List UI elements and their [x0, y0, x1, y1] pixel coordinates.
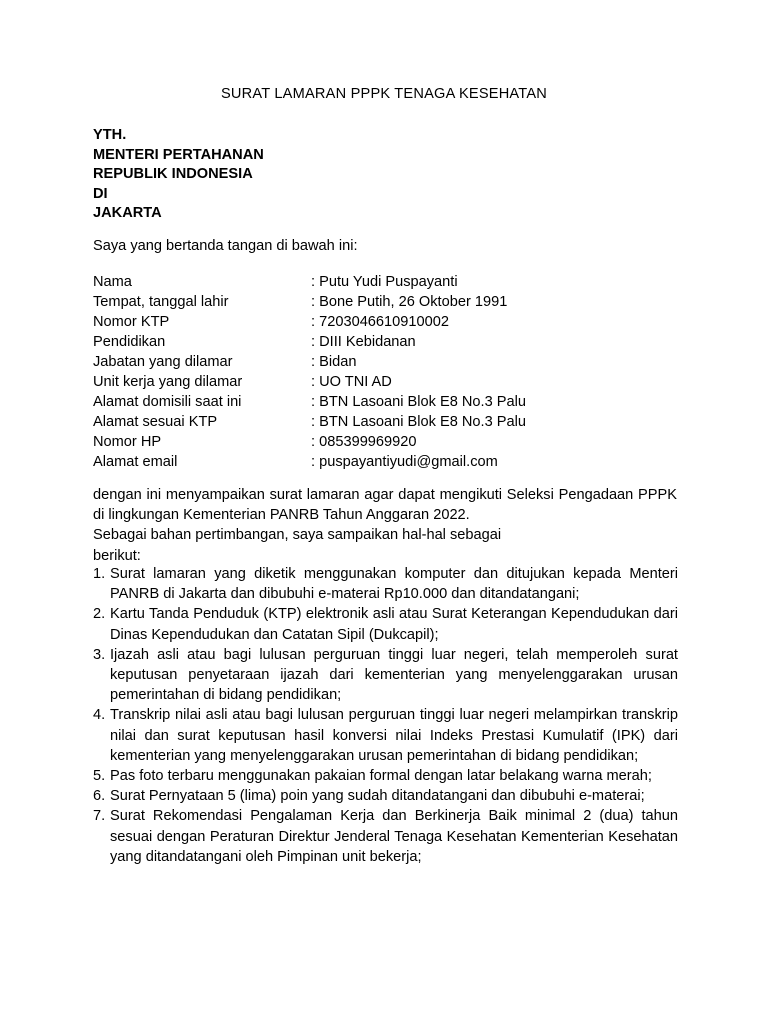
- body-paragraphs: [93, 485, 677, 566]
- field-value: : UO TNI AD: [311, 374, 392, 390]
- list-item-text: Ijazah asli atau bagi lulusan perguruan tinggi luar negeri, telah memperoleh surat keputusan penyetaraan ijazah dari kementerian yang menyelenggarakan urusan pemerintahan di bidang pendidikan;: [110, 646, 678, 704]
- list-item-text: Surat lamaran yang diketik menggunakan komputer dan ditujukan kepada Menteri PANRB di Jakarta dan dibubuhi e-materai Rp10.000 dan ditandatangani;: [110, 566, 678, 603]
- list-item-text: Kartu Tanda Penduduk (KTP) elektronik asli atau Surat Keterangan Kependudukan dari Dinas Kependudukan dan Catatan Sipil (Dukcapil);: [110, 606, 678, 643]
- field-row: [93, 392, 526, 412]
- list-item: [93, 645, 678, 706]
- field-value: : Bone Putih, 26 Oktober 1991: [311, 294, 508, 310]
- list-item-number: 7.: [93, 808, 106, 825]
- field-value: : BTN Lasoani Blok E8 No.3 Palu: [311, 394, 526, 410]
- field-label: Nama: [93, 274, 132, 290]
- field-label: Nomor HP: [93, 434, 162, 450]
- addressee-line: JAKARTA: [93, 205, 162, 222]
- body-paragraph: berikut:: [93, 547, 141, 564]
- list-item-text: Pas foto terbaru menggunakan pakaian formal dengan latar belakang warna merah;: [110, 768, 652, 785]
- addressee-block: [93, 126, 264, 224]
- field-value: : Bidan: [311, 354, 357, 370]
- field-row: [93, 332, 526, 352]
- field-label: Nomor KTP: [93, 314, 170, 330]
- list-item-text: Surat Pernyataan 5 (lima) poin yang sudah ditandatangani dan dibubuhi e-materai;: [110, 788, 645, 805]
- list-item-text: Transkrip nilai asli atau bagi lulusan perguruan tinggi luar negeri melampirkan transkrip nilai dan surat keputusan hasil konversi nilai Indeks Prestasi Kumulatif (IPK) dari kementerian yang menyelenggarakan urusan pemerintahan di bidang pendidikan;: [110, 707, 678, 764]
- field-label: Unit kerja yang dilamar: [93, 374, 243, 390]
- field-row: [93, 412, 526, 432]
- list-item-number: 1.: [93, 566, 106, 582]
- list-item: [93, 766, 678, 786]
- body-paragraph: Sebagai bahan pertimbangan, saya sampaikan hal-hal sebagai: [93, 527, 502, 544]
- field-value: : 085399969920: [311, 434, 417, 450]
- list-item-number: 3.: [93, 646, 106, 663]
- field-row: [93, 372, 526, 392]
- list-item-number: 4.: [93, 707, 106, 724]
- list-item: [93, 806, 678, 867]
- list-item-number: 2.: [93, 606, 106, 623]
- field-value: : DIII Kebidanan: [311, 334, 416, 350]
- field-row: [93, 432, 526, 452]
- addressee-line: MENTERI PERTAHANAN: [93, 146, 264, 163]
- list-item: [93, 604, 678, 644]
- applicant-fields: [93, 272, 526, 472]
- field-row: [93, 452, 526, 472]
- field-value: : Putu Yudi Puspayanti: [311, 274, 458, 290]
- body-paragraph: dengan ini menyampaikan surat lamaran agar dapat mengikuti Seleksi Pengadaan PPPK di lingkungan Kementerian PANRB Tahun Anggaran 2022.: [93, 487, 677, 524]
- addressee-line: REPUBLIK INDONESIA: [93, 166, 253, 183]
- field-label: Pendidikan: [93, 334, 166, 350]
- field-label: Jabatan yang dilamar: [93, 354, 233, 370]
- list-item-text: Surat Rekomendasi Pengalaman Kerja dan Berkinerja Baik minimal 2 (dua) tahun sesuai dengan Peraturan Direktur Jenderal Tenaga Kesehatan Kementerian Kesehatan yang ditandatangani oleh Pimpinan unit bekerja;: [110, 808, 678, 865]
- intro-text: Saya yang bertanda tangan di bawah ini:: [93, 238, 358, 254]
- field-value: : BTN Lasoani Blok E8 No.3 Palu: [311, 414, 526, 430]
- requirements-list: [93, 564, 678, 867]
- field-row: [93, 272, 526, 292]
- list-item-number: 5.: [93, 768, 106, 785]
- list-item: [93, 705, 678, 766]
- field-value: : puspayantiyudi@gmail.com: [311, 454, 498, 470]
- field-row: [93, 292, 526, 312]
- field-row: [93, 312, 526, 332]
- field-label: Tempat, tanggal lahir: [93, 294, 229, 310]
- field-label: Alamat email: [93, 454, 178, 470]
- field-label: Alamat domisili saat ini: [93, 394, 242, 410]
- list-item-number: 6.: [93, 788, 106, 805]
- list-item: [93, 786, 678, 806]
- letter-title: SURAT LAMARAN PPPK TENAGA KESEHATAN: [221, 86, 547, 102]
- addressee-line: YTH.: [93, 127, 127, 143]
- addressee-line: DI: [93, 185, 108, 202]
- field-label: Alamat sesuai KTP: [93, 414, 218, 430]
- field-value: : 7203046610910002: [311, 314, 449, 330]
- list-item: [93, 564, 678, 604]
- field-row: [93, 352, 526, 372]
